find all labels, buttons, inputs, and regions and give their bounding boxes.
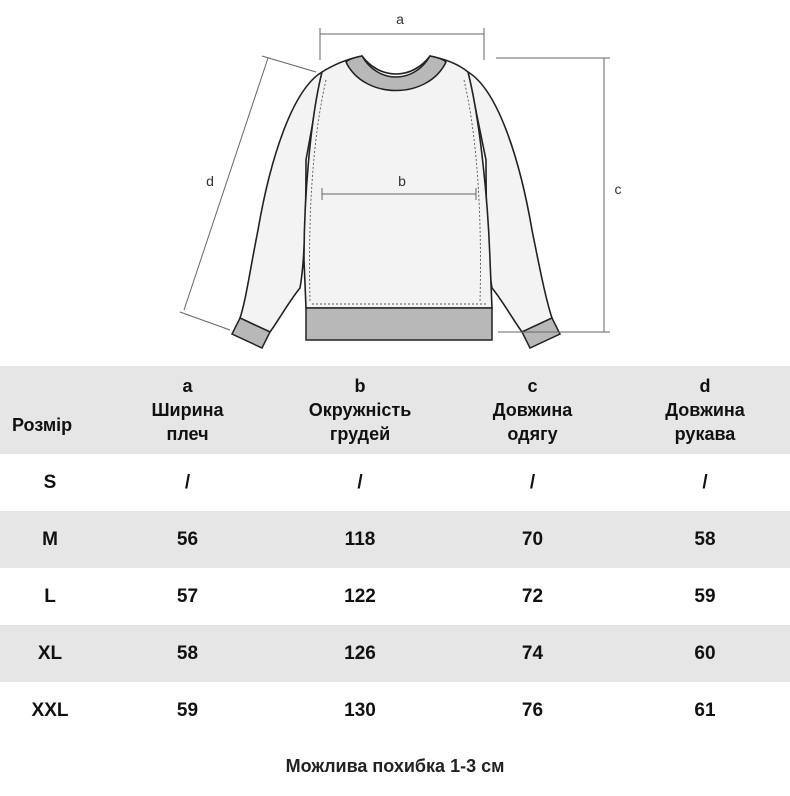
dimension-a-label: a (396, 11, 404, 27)
value-cell-a: / (184, 471, 191, 493)
value-cell-b: 122 (344, 585, 376, 607)
table-row (0, 625, 790, 682)
size-cell (0, 625, 100, 682)
value-cell-d: 58 (694, 528, 716, 550)
value-cell-d: / (702, 471, 708, 493)
value-cell-b: 118 (344, 528, 376, 550)
size-column-header: Розмір (12, 415, 73, 435)
value-cell-c: 74 (521, 642, 544, 664)
size-label: L (44, 585, 56, 607)
column-name-line1: Довжина (492, 400, 573, 420)
measurement-tolerance-note: Можлива похибка 1-3 см (285, 756, 505, 776)
value-cell-a: 58 (176, 642, 199, 664)
column-name-line2: грудей (329, 424, 391, 444)
column-name-line2: плеч (166, 424, 209, 444)
value-cell-c: / (529, 471, 536, 493)
dimension-c-label: c (614, 181, 622, 197)
column-name-line1: Ширина (151, 400, 224, 420)
size-table (0, 366, 790, 739)
value-cell-c: 76 (521, 699, 544, 721)
value-cell-b: / (357, 471, 363, 493)
column-name-line2: рукава (674, 424, 736, 444)
value-cell-a: 56 (176, 528, 199, 550)
size-label: XXL (31, 699, 69, 721)
value-cell-c: 70 (521, 528, 544, 550)
column-name-line1: Окружність (308, 400, 412, 420)
sweatshirt-diagram (0, 0, 790, 360)
table-row (0, 511, 790, 568)
column-letter: c (527, 376, 538, 396)
size-label: XL (37, 642, 63, 664)
value-cell-d: 61 (694, 699, 716, 721)
column-name-line1: Довжина (665, 400, 745, 420)
size-label: M (42, 528, 58, 550)
size-label: S (43, 471, 57, 493)
dimension-b-label: b (398, 173, 406, 189)
value-cell-d: 59 (694, 585, 716, 607)
value-cell-b: 130 (344, 699, 376, 721)
table-row (0, 568, 790, 625)
table-header-row (0, 366, 790, 454)
value-cell-a: 59 (176, 699, 199, 721)
column-letter: b (354, 376, 366, 396)
value-cell-a: 57 (176, 585, 199, 607)
size-cell (0, 682, 100, 739)
size-cell (0, 511, 100, 568)
dimension-a (320, 28, 484, 60)
column-name-line2: одягу (507, 424, 558, 444)
column-header-d (620, 366, 790, 454)
size-cell (0, 454, 100, 511)
table-row (0, 682, 790, 739)
dimension-d-label: d (206, 173, 214, 189)
table-row (0, 454, 790, 511)
column-letter: d (699, 376, 711, 396)
column-letter: a (182, 376, 193, 396)
value-cell-b: 126 (344, 642, 376, 664)
hem-rib (306, 308, 492, 340)
column-header-a (100, 366, 275, 454)
column-header-c (445, 366, 620, 454)
value-cell-c: 72 (521, 585, 544, 607)
column-header-b (275, 366, 445, 454)
value-cell-d: 60 (694, 642, 716, 664)
size-cell (0, 568, 100, 625)
